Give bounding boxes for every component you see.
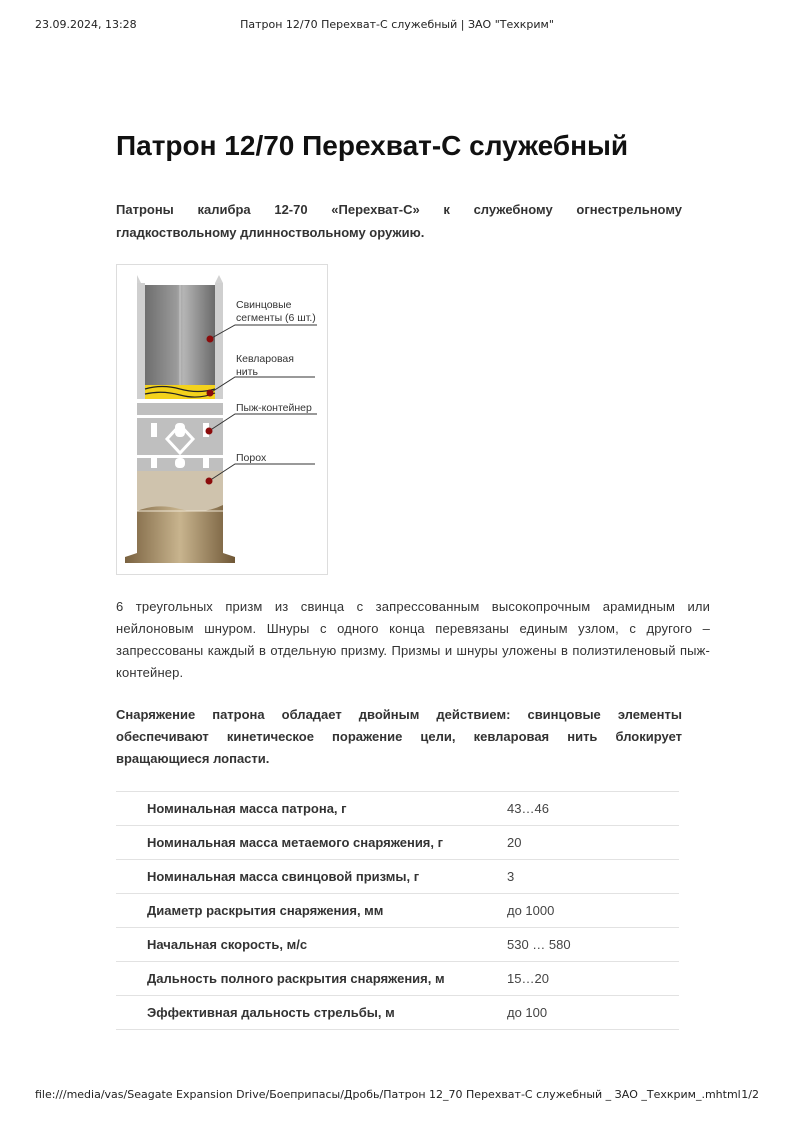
label-wad: Пыж-контейнер [236,402,312,414]
print-page-number: 1/2 [741,1088,759,1101]
table-row [116,928,679,962]
table-row [116,792,679,826]
spec-value: 15…20 [507,971,549,986]
description-paragraph: 6 треугольных призм из свинца с запрессованным высокопрочным арамидным или нейлоновым шнуром. Шнуры с одного конца перевязаны единым узлом, с другого – запрессованы каждый в отдельную призму. Призмы и шнуры уложены в полиэтиленовый пыж- контейнер. [116,599,710,680]
spec-value: 530 … 580 [507,937,571,952]
spec-value: до 1000 [507,903,555,918]
action-paragraph: Снаряжение патрона обладает двойным действием: свинцовые элементы обеспечивают кинетическое поражение цели, кевларовая нить блокирует вращающиеся лопасти. [116,707,682,766]
spec-name: Дальность полного раскрытия снаряжения, м [147,971,445,986]
spec-value: 20 [507,835,522,850]
spec-name: Диаметр раскрытия снаряжения, мм [147,903,384,918]
label-kevlar-2: нить [236,366,258,378]
spec-name: Номинальная масса патрона, г [147,801,347,816]
table-row [116,826,679,860]
spec-name: Эффективная дальность стрельбы, м [147,1005,395,1020]
specs-table [116,791,679,1030]
table-row [116,996,679,1030]
table-row [116,894,679,928]
print-datetime: 23.09.2024, 13:28 [35,18,137,31]
print-footer [35,1088,759,1104]
powder-shape [137,471,223,511]
lead-paragraph: Патроны калибра 12-70 «Перехват-С» к служебному огнестрельному гладкоствольному длинноствольному оружию. [116,202,682,240]
spec-value: до 100 [507,1005,548,1020]
table-row [116,860,679,894]
spec-value: 43…46 [507,801,549,816]
spec-name: Номинальная масса свинцовой призмы, г [147,869,420,884]
page-title: Патрон 12/70 Перехват-С служебный [116,130,629,161]
label-segments-2: сегменты (6 шт.) [236,312,316,324]
cartridge-diagram [116,264,328,575]
table-row [116,962,679,996]
label-kevlar-1: Кевларовая [236,353,294,365]
spec-name: Начальная скорость, м/с [147,937,308,952]
print-page-title: Патрон 12/70 Перехват-С служебный | ЗАО "Техкрим" [240,18,554,31]
label-segments-1: Свинцовые [236,299,292,311]
label-powder: Порох [236,452,267,464]
cartridge-diagram-svg [117,265,327,574]
brass-base-shape [125,505,235,563]
print-file-path: file:///media/vas/Seagate Expansion Drive/Боеприпасы/Дробь/Патрон 12_70 Перехват-С служебный _ ЗАО _Техкрим_.mhtml [35,1088,741,1101]
spec-name: Номинальная масса метаемого снаряжения, г [147,835,444,850]
print-header [35,18,759,34]
article [116,128,710,1030]
spec-value: 3 [507,869,515,884]
